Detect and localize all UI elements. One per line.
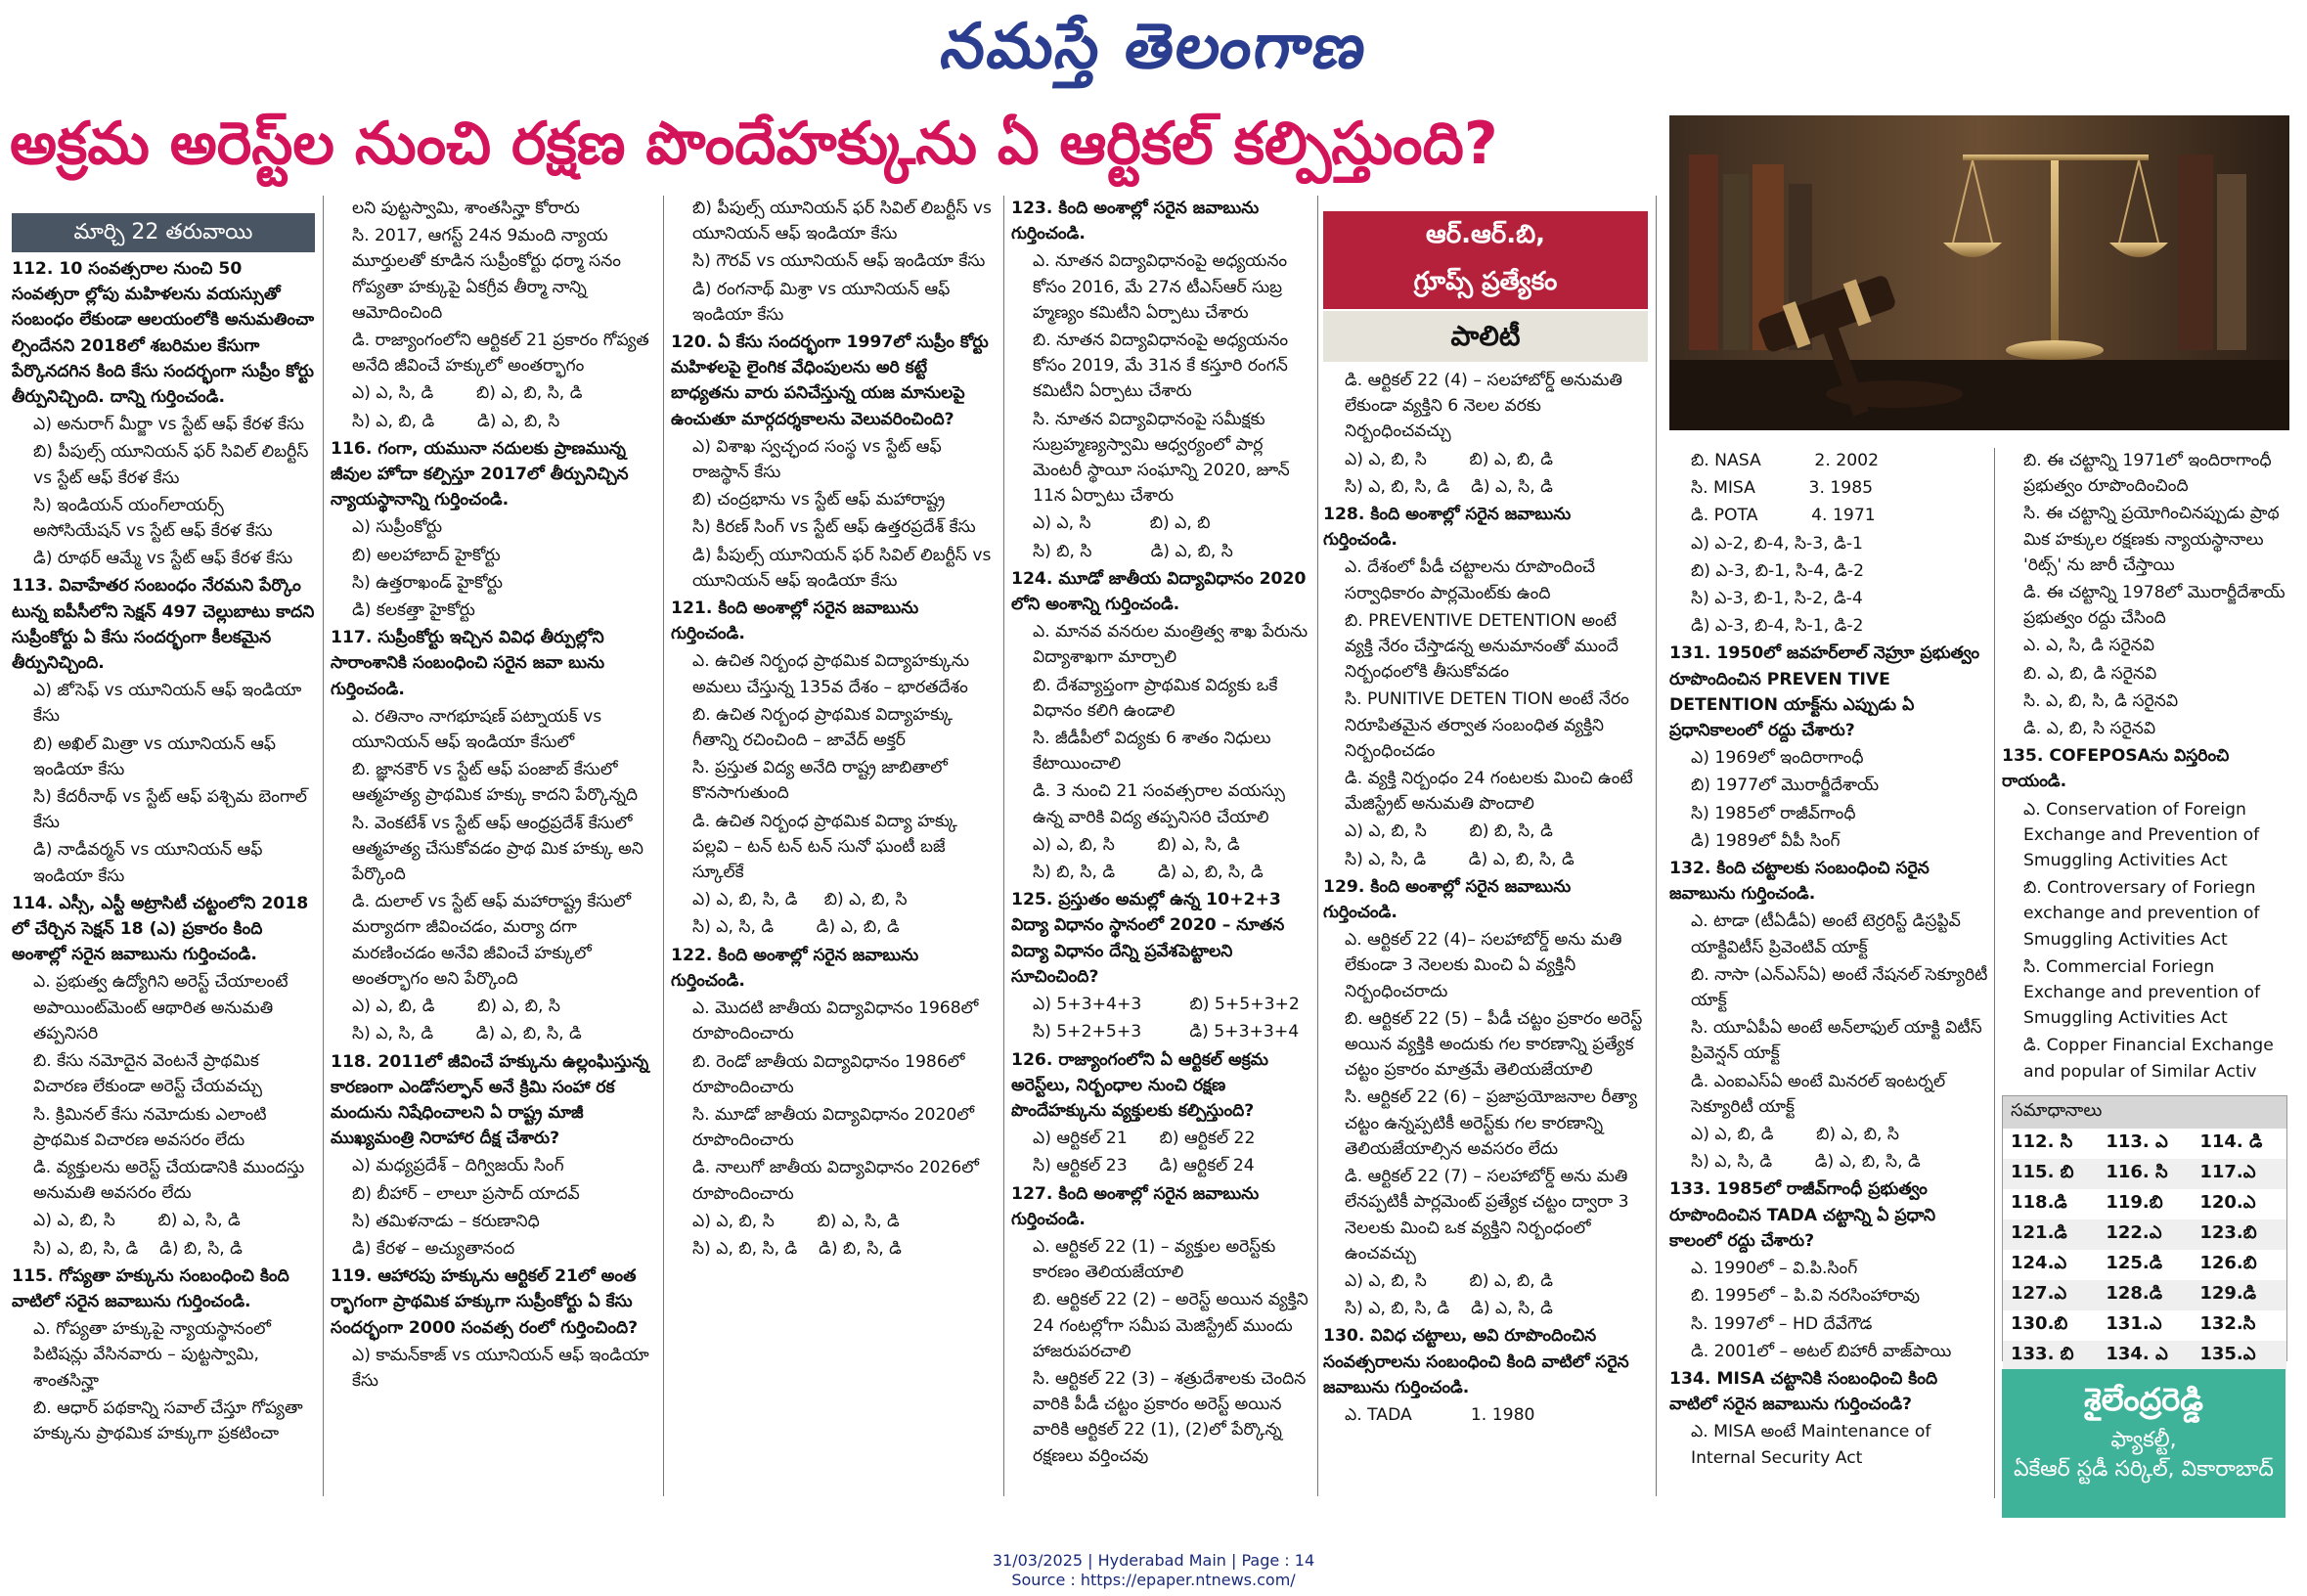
statement-text: బి. నాసా (ఎన్ఎస్ఏ) అంటే నేషనల్ సెక్యూరిటీ యాక్ట్ xyxy=(1691,964,1988,1011)
answer-cell: 130.బి xyxy=(2011,1313,2068,1334)
answer-key-box xyxy=(2002,1095,2287,1364)
answer-row xyxy=(2003,1280,2286,1310)
answer-cell: 135.ఎ xyxy=(2192,1341,2286,1371)
statement-text: డి) కేరళ – అచ్యుతానంద xyxy=(352,1238,515,1259)
column-divider xyxy=(1317,196,1318,1496)
statement-text: సి. ఎ, బి, సి, డి సరైనవి xyxy=(2023,690,2179,711)
option-row: ఎ) ఎ, బి, సి బి) ఎ, సి, డి xyxy=(692,1211,900,1231)
statement-text: డి) కలకత్తా హైకోర్టు xyxy=(352,600,475,621)
answer-row xyxy=(2003,1341,2286,1371)
section-banner: మార్చి 22 తరువాయి xyxy=(12,213,315,252)
statement-text: సి. వెంకటేశ్ vs స్టేట్ ఆఫ్ ఆంధ్రప్రదేశ్ కేసులో ఆత్మహత్య చేసుకోవడం ప్రాథ మిక హక్కు అని పేర్కొంది xyxy=(352,813,643,885)
footer-date-edition: 31/03/2025 | Hyderabad Main | Page : 14 xyxy=(992,1551,1315,1570)
statement-text: బి. ఆర్టికల్ 22 (2) – అరెస్ట్ అయిన వ్యక్తిని 24 గంటల్లోగా సమీప మెజిస్ట్రేట్ ముందు హాజరుపరచాలి xyxy=(1033,1290,1309,1361)
option-row: ఎ) ఆర్టికల్ 21 బి) ఆర్టికల్ 22 xyxy=(1033,1129,1256,1149)
option-row: ఎ) ఎ, బి, సి బి) బి, సి, డి xyxy=(1345,821,1553,842)
answer-cell: 131.ఎ xyxy=(2106,1313,2162,1334)
option-row: సి) ఎ-3, బి-1, సి-2, డి-4 xyxy=(1691,589,1863,609)
statement-text: ఎ. నూతన విద్యావిధానంపై అధ్యయనం కోసం 2016, మే 27న టీఎస్ఆర్ సుబ్ర హ్మణ్యం కమిటీని ఏర్పాటు చేశారు xyxy=(1033,251,1288,323)
question-text: 131. 1950లో జవహర్‌లాల్ నెహ్రూ ప్రభుత్వం రూపొందించిన PREVEN TIVE DETENTION యాక్ట్‌ను ఎప్పుడు ఏ ప్రధానికాలంలో రద్దు చేశారు? xyxy=(1669,643,1980,741)
question-text: 133. 1985లో రాజీవ్‌గాంధీ ప్రభుత్వం రూపొందించిన TADA చట్టాన్ని ఏ ప్రధాని కాలంలో రద్దు చేశారు? xyxy=(1669,1179,1936,1251)
statement-text: సి. 1997లో – HD దేవేగౌడ xyxy=(1691,1313,1873,1334)
question-text: 113. వివాహేతర సంబంధం నేరమని పేర్కొం టున్న ఐపీసీలోని సెక్షన్ 497 చెల్లుబాటు కాదని సుప్రీంకోర్టు ఏ కేసు సందర్భంగా కీలకమైన తీర్పునిచ్చింది. xyxy=(12,576,315,674)
statement-text: బి. ఉచిత నిర్బంధ ప్రాథమిక విద్యాహక్కు గీతాన్ని రచించింది – జావేద్ అక్తర్ xyxy=(692,704,954,751)
text-column-2 xyxy=(331,196,655,1498)
rrb-line-2: గ్రూప్స్ ప్రత్యేకం xyxy=(1413,267,1558,296)
option-row: సి) బి, సి, డి డి) ఎ, బి, సి, డి xyxy=(1033,863,1264,883)
question-text: 130. వివిధ చట్టాలు, అవి రూపొందించిన సంవత్సరాలను సంబంధించి కింది వాటిలో సరైన జవాబును గుర్తించండి. xyxy=(1323,1326,1629,1397)
question-text: 134. MISA చట్టానికి సంబంధించి కింది వాటిలో సరైన జవాబును గుర్తించండి? xyxy=(1669,1368,1938,1415)
option-row: సి. MISA 3. 1985 xyxy=(1691,478,1874,499)
column-divider xyxy=(1994,448,1995,1498)
statement-text: బి. Controversary of Foriegn exchange and prevention of Smuggling Activities Act xyxy=(2023,878,2260,950)
statement-text: బి. 1995లో – పి.వి నరసింహారావు xyxy=(1691,1286,1921,1307)
answer-cell: 117.ఎ xyxy=(2192,1159,2286,1189)
statement-text: డి) రూథర్ ఆమ్మే vs స్టేట్ ఆఫ్ కేరళ కేసు xyxy=(33,549,293,569)
statement-text: డి. 2001లో – అటల్ బిహారీ వాజ్‌పాయి xyxy=(1691,1341,1952,1361)
column-divider xyxy=(663,196,664,1496)
statement-text: ఎ. మొదటి జాతీయ విద్యావిధానం 1968లో రూపొందించారు xyxy=(692,998,979,1044)
statement-text: సి. యూఏపీఏ అంటే అన్‌లాఫుల్ యాక్టి విటీస్ ప్రివెన్షన్ యాక్ట్ xyxy=(1691,1018,1982,1064)
option-row: ఎ) ఎ, బి, సి బి) ఎ, బి, డి xyxy=(1345,1270,1553,1291)
statement-text: ఎ) విశాఖ స్వచ్ఛంద సంస్థ vs స్టేట్ ఆఫ్ రాజస్థాన్ కేసు xyxy=(692,436,942,483)
option-row: ఎ) ఎ, సి, డి బి) ఎ, బి, సి, డి xyxy=(352,383,583,404)
answer-cell: 127.ఎ xyxy=(2003,1280,2098,1310)
statement-text: సి) ఉత్తరాఖండ్ హైకోర్టు xyxy=(352,572,503,593)
option-row: ఎ) ఎ, బి, డి బి) ఎ, బి, సి xyxy=(1691,1125,1899,1145)
option-row: సి) బి, సి డి) ఎ, బి, సి xyxy=(1033,541,1233,561)
answer-cell: 114. డి xyxy=(2199,1131,2263,1152)
statement-text: ఎ. మానవ వనరుల మంత్రిత్వ శాఖ పేరును విద్యాశాఖగా మార్చాలి xyxy=(1033,622,1309,668)
statement-text: బి) పీపుల్స్ యూనియన్ ఫర్ సివిల్ లిబర్టీస్ vs యూనియన్ ఆఫ్ ఇండియా కేసు xyxy=(692,199,992,244)
option-row: సి) ఎ, సి, డి డి) ఎ, బి, సి, డి xyxy=(1345,849,1575,869)
question-text: 127. కింది అంశాల్లో సరైన జవాబును గుర్తించండి. xyxy=(1011,1183,1260,1229)
question-text: 126. రాజ్యాంగంలోని ఏ ఆర్టికల్ అక్రమ అరెస్ట్‌లు, నిర్బంధాల నుంచి రక్షణ పొందేహక్కును వ్యక్తులకు కల్పిస్తుంది? xyxy=(1011,1049,1268,1121)
answer-cell: 112. సి xyxy=(2011,1131,2073,1152)
text-column-4 xyxy=(1011,196,1314,1498)
option-row: డి. POTA 4. 1971 xyxy=(1691,506,1876,526)
statement-text: ఎ. గోప్యతా హక్కుపై న్యాయస్థానంలో పిటిషన్లు వేసినవారు – పుట్టస్వామి, శాంతసిన్హా xyxy=(33,1319,271,1391)
statement-text: ఎ. MISA అంటే Maintenance of Internal Security Act xyxy=(1691,1422,1931,1468)
question-text: 112. 10 సంవత్సరాల నుంచి 50 సంవత్సరా ల్లోపు మహిళలను వయస్సుతో సంబంధం లేకుండా ఆలయంలోకి అనుమతించా ల్సిందేనని 2018లో శబరిమల కేసుగా పేర్కొనదగిన కింది కేసు సందర్భంగా సుప్రీం కోర్టు తీర్పునిచ్చింది. దాన్ని గుర్తించండి. xyxy=(12,259,315,408)
statement-text: ఎ. ప్రభుత్వ ఉద్యోగిని అరెస్ట్ చేయాలంటే అపాయింట్‌మెంట్ ఆథారిత అనుమతి తప్పనిసరి xyxy=(33,972,288,1043)
statement-text: డి. వ్యక్తులను అరెస్ట్ చేయడానికి ముందస్తు అనుమతి అవసరం లేదు xyxy=(33,1157,305,1204)
statement-text: సి) తమిళనాడు – కరుణానిధి xyxy=(352,1211,540,1231)
statement-text: సి) 1985లో రాజీవ్‌గాంధీ xyxy=(1691,803,1856,823)
text-column-5 xyxy=(1323,368,1648,1498)
answer-cell: 113. ఎ xyxy=(2106,1131,2168,1152)
question-text: 125. ప్రస్తుతం అమల్లో ఉన్న 10+2+3 విద్యా విధానం స్థానంలో 2020 – నూతన విద్యా విధానం దేన్ని ప్రవేశపెట్టాలని సూచించింది? xyxy=(1011,890,1285,987)
statement-text: డి. ఆర్టికల్ 22 (7) – సలహాబోర్డ్ అను మతి లేనప్పటికీ పార్లమెంట్ ప్రత్యేక చట్టం ద్వారా 3 నెలలకు మించి ఒక వ్యక్తిని నిర్బంధంలో ఉంచవచ్చు xyxy=(1345,1167,1629,1264)
statement-text: బి. PREVENTIVE DETENTION అంటే వ్యక్తి నేరం చేస్తాడన్న అనుమానంతో ముందే నిర్బంధంలోకి తీసుకోవడం xyxy=(1345,610,1619,683)
option-row: సి) ఆర్టికల్ 23 డి) ఆర్టికల్ 24 xyxy=(1033,1156,1255,1176)
answer-row xyxy=(2003,1219,2286,1250)
statement-text: సి) కిరణ్ సింగ్ vs స్టేట్ ఆఫ్ ఉత్తరప్రదేశ్ కేసు xyxy=(692,517,976,538)
statement-text: ఎ) సుప్రీంకోర్టు xyxy=(352,517,443,538)
author-org: ఏకేఆర్ స్టడీ సర్కిల్, వికారాబాద్ xyxy=(2014,1457,2274,1482)
statement-text: సి) గౌరవ్ vs యూనియన్ ఆఫ్ ఇండియా కేసు xyxy=(692,251,986,272)
statement-text: బి. ఆధార్ పథకాన్ని సవాల్ చేస్తూ గోప్యతా హక్కును ప్రాథమిక హక్కుగా ప్రకటించా xyxy=(33,1397,303,1443)
answer-key-header: సమాధానాలు xyxy=(2003,1096,2286,1129)
option-row: ఎ) ఎ, బి, సి, డి బి) ఎ, బి, సి xyxy=(692,890,908,910)
statement-text: డి. ఉచిత నిర్బంధ ప్రాథమిక విద్యా హక్కు పల్లవి – టన్ టన్ టన్ సునో ఘంటీ బజే స్కూల్‌కే xyxy=(692,811,957,883)
statement-text: డి. వ్యక్తి నిర్బంధం 24 గంటలకు మించి ఉంటే మేజిస్ట్రేట్ అనుమతి పొందాలి xyxy=(1345,769,1633,815)
text-column-3 xyxy=(671,196,996,1498)
rrb-groups-banner xyxy=(1323,211,1648,309)
question-text: 128. కింది అంశాల్లో సరైన జవాబును గుర్తించండి. xyxy=(1323,505,1572,551)
option-row: ఎ) ఎ, బి, డి బి) ఎ, బి, సి xyxy=(352,997,560,1017)
statement-text: బి. దేశవ్యాప్తంగా ప్రాథమిక విద్యకు ఒకే విధానం కలిగి ఉండాలి xyxy=(1033,675,1278,721)
question-text: 114. ఎస్సీ, ఎస్టీ అట్రాసిటీ చట్టంలోని 2018 లో చేర్చిన సెక్షన్ 18 (ఎ) ప్రకారం కింది అంశాల్లో సరైన జవాబును గుర్తించండి. xyxy=(12,893,309,965)
question-text: 122. కింది అంశాల్లో సరైన జవాబును గుర్తించండి. xyxy=(671,945,919,991)
statement-text: ఎ. ఉచిత నిర్బంధ ప్రాథమిక విద్యాహక్కును అమలు చేస్తున్న 135వ దేశం – భారతదేశం xyxy=(692,651,970,697)
answer-row xyxy=(2003,1189,2286,1219)
statement-text: డి. 3 నుంచి 21 సంవత్సరాల వయస్సు ఉన్న వారికి విద్య తప్పనిసరి చేయాలి xyxy=(1033,781,1286,827)
answer-row xyxy=(2003,1159,2286,1189)
column-divider xyxy=(1656,196,1657,1496)
statement-text: ఎ) అనురాగ్ మీర్జా vs స్టేట్ ఆఫ్ కేరళ కేసు xyxy=(33,415,304,435)
statement-text: బి) బీహార్ – లాలూ ప్రసాద్ యాదవ్ xyxy=(352,1183,580,1204)
option-row: ఎ. TADA 1. 1980 xyxy=(1345,1404,1535,1425)
answer-cell: 132.సి xyxy=(2199,1313,2256,1334)
answer-cell: 129.డి xyxy=(2192,1280,2286,1310)
statement-text: ఎ. Conservation of Foreign Exchange and Prevention of Smuggling Activities Act xyxy=(2023,799,2260,871)
answer-row xyxy=(2003,1310,2286,1341)
scales-of-justice-photo xyxy=(1669,115,2289,430)
footer-source-link[interactable]: Source : https://epaper.ntnews.com/ xyxy=(1011,1571,1296,1589)
question-text: 118. 2011లో జీవించే హక్కును ఉల్లంఘిస్తున్న కారణంగా ఎండోసల్ఫాన్ అనే క్రిమి సంహా రక మందును నిషేధించాలని ఏ రాష్ట్ర మాజీ ముఖ్యమంత్రి నిరాహార దీక్ష చేశారు? xyxy=(331,1051,649,1149)
column-divider xyxy=(1003,196,1004,1496)
statement-text: డి. ఈ చట్టాన్ని 1978లో మొరార్జీదేశాయ్ ప్రభుత్వం రద్దు చేసింది xyxy=(2023,583,2285,629)
statement-text: ఎ. ఆర్టికల్ 22 (1) – వ్యక్తుల అరెస్ట్‌కు కారణం తెలియజేయాలి xyxy=(1033,1236,1276,1283)
option-row: ఎ) ఎ, బి, సి బి) ఎ, సి, డి xyxy=(1033,834,1240,855)
author-name: శైలేంద్రరెడ్డి xyxy=(2084,1381,2203,1418)
question-text: 135. COFEPOSAను విస్తరించి రాయండి. xyxy=(2002,746,2230,792)
answer-cell: 128.డి xyxy=(2098,1280,2192,1310)
answer-cell: 119.బి xyxy=(2106,1192,2163,1213)
statement-text: సి. జీడీపీలో విద్యకు 6 శాతం నిధులు కేటాయించాలి xyxy=(1033,729,1271,775)
statement-text: ఎ. ఎ, సి, డి సరైనవి xyxy=(2023,636,2155,656)
option-row: సి) ఎ, బి, సి, డి డి) బి, సి, డి xyxy=(33,1238,243,1259)
statement-text: డి) నాడీవర్మన్ vs యూనియన్ ఆఫ్ ఇండియా కేసు xyxy=(33,840,263,886)
statement-text: బి. నూతన విద్యావిధానంపై అధ్యయనం కోసం 2019, మే 31న కే కస్తూరి రంగన్ కమిటీని ఏర్పాటు చేశారు xyxy=(1033,331,1289,402)
answer-cell: 126.బి xyxy=(2199,1253,2257,1273)
statement-text: ఎ. దేశంలో పీడీ చట్టాలను రూపొందించే సర్వాధికారం పార్లమెంట్‌కు ఉంది xyxy=(1345,557,1596,603)
statement-text: బి. జ్ఞానకౌర్ vs స్టేట్ ఆఫ్ పంజాబ్ కేసులో ఆత్మహత్య ప్రాథమిక హక్కు కాదని పేర్కొన్నది xyxy=(352,760,639,806)
question-text: 124. మూడో జాతీయ విద్యావిధానం 2020 లోని అంశాన్ని గుర్తించండి. xyxy=(1011,568,1307,615)
statement-text: ఎ) కామన్‌కాజ్ vs యూనియన్ ఆఫ్ ఇండియా కేసు xyxy=(352,1345,649,1391)
column-divider xyxy=(323,196,324,1496)
answer-key-table xyxy=(2003,1129,2286,1371)
statement-text: సి. క్రిమినల్ కేసు నమోదుకు ఎలాంటి ప్రాథమిక విచారణ అవసరం లేదు xyxy=(33,1104,267,1150)
statement-text: సి. PUNITIVE DETEN TION అంటే నేరం నిరూపితమైన తర్వాత సంబంధిత వ్యక్తిని నిర్బంధించడం xyxy=(1345,689,1629,761)
option-row: ఎ) 5+3+4+3 బి) 5+5+3+2 xyxy=(1033,995,1300,1015)
statement-text: బి. ఆర్టికల్ 22 (5) – పీడీ చట్టం ప్రకారం అరెస్ట్ అయిన వ్యక్తికి అందుకు గల కారణాన్ని ప్రత్యేక చట్టం ప్రకారం మాత్రమే తెలియజేయాలి xyxy=(1345,1008,1643,1081)
answer-cell: 125.డి xyxy=(2106,1253,2163,1273)
statement-text: డి. Copper Financial Exchange and popular of Similar Activ xyxy=(2023,1036,2274,1082)
statement-text: ఎ) మధ్యప్రదేశ్ – దిగ్విజయ్ సింగ్ xyxy=(352,1156,564,1176)
option-row: సి) ఎ, బి, సి, డి డి) ఎ, సి, డి xyxy=(1345,1299,1553,1319)
statement-text: బి) అలహాబాద్ హైకోర్టు xyxy=(352,545,501,565)
statement-text: సి. ఈ చట్టాన్ని ప్రయోగించినప్పుడు ప్రాథ మిక హక్కుల రక్షణకు న్యాయస్థానాలు 'రిట్స్' ను జారీ చేస్తాయి xyxy=(2023,504,2280,575)
answer-row xyxy=(2003,1129,2286,1159)
statement-text: బి. ఎ, బి, డి సరైనవి xyxy=(2023,663,2157,684)
author-role: ఫ్యాకల్టీ, xyxy=(2110,1428,2177,1452)
answer-cell: 116. సి xyxy=(2098,1159,2192,1189)
statement-text: డి. ఎ, బి, సి సరైనవి xyxy=(2023,719,2156,739)
text-column-7 xyxy=(2002,448,2285,1086)
question-text: 117. సుప్రీంకోర్టు ఇచ్చిన వివిధ తీర్పుల్లోని సారాంశానికి సంబంధించి సరైన జవా బును గుర్తించండి. xyxy=(331,628,605,699)
statement-text: డి) పీపుల్స్ యూనియన్ ఫర్ సివిల్ లిబర్టీస్ vs యూనియన్ ఆఫ్ ఇండియా కేసు xyxy=(692,545,992,591)
statement-text: ఎ. టాడా (టీఏడీఏ) అంటే టెర్రరిస్ట్ డిస్రప్టివ్ యాక్టివిటీస్ ప్రివెంటివ్ యాక్ట్ xyxy=(1691,911,1961,957)
statement-text: సి. ఆర్టికల్ 22 (6) – ప్రజాప్రయోజనాల రీత్యా చట్టం ఉన్నప్పటికీ అరెస్ట్‌కు గల కారణాన్ని తెలియజేయాల్సిన అవసరం లేదు xyxy=(1345,1087,1638,1159)
question-text: 129. కింది అంశాల్లో సరైన జవాబును గుర్తించండి. xyxy=(1323,876,1572,923)
newspaper-logo: నమస్తే తెలంగాణ xyxy=(936,10,1373,83)
statement-text: ఎ) 1969లో ఇందిరాగాంధీ xyxy=(1691,748,1864,769)
statement-text: బి) అఖిల్ మిత్రా vs యూనియన్ ఆఫ్ ఇండియా కేసు xyxy=(33,733,277,779)
statement-text: సి) కేదరీనాథ్ vs స్టేట్ ఆఫ్ పశ్చిమ బెంగాల్ కేసు xyxy=(33,787,307,833)
statement-text: సి. మూడో జాతీయ విద్యావిధానం 2020లో రూపొందించారు xyxy=(692,1104,975,1151)
answer-cell: 123.బి xyxy=(2192,1219,2286,1250)
question-text: 123. కింది అంశాల్లో సరైన జవాబును గుర్తించండి. xyxy=(1011,199,1260,244)
masthead xyxy=(0,10,2307,98)
statement-text: సి) ఇండియన్ యంగ్‌లాయర్స్ అసోసియేషన్ vs స్టేట్ ఆఫ్ కేరళ కేసు xyxy=(33,495,273,542)
polity-banner: పాలిటీ xyxy=(1323,311,1648,362)
answer-row xyxy=(2003,1250,2286,1280)
statement-text: ఎ) జోసెఫ్ vs యూనియన్ ఆఫ్ ఇండియా కేసు xyxy=(33,681,302,727)
question-text: 132. కింది చట్టాలకు సంబంధించి సరైన జవాబును గుర్తించండి. xyxy=(1669,859,1930,905)
statement-text: డి. నాలుగో జాతీయ విద్యావిధానం 2026లో రూపొందించారు xyxy=(692,1158,979,1204)
statement-text: సి. ప్రస్తుత విద్య అనేది రాష్ట్ర జాబితాలో కొనసాగుతుంది xyxy=(692,758,948,804)
option-row: సి) ఎ, బి, డి డి) ఎ, బి, సి xyxy=(352,411,560,431)
option-row: సి) ఎ, సి, డి డి) ఎ, బి, డి xyxy=(692,917,900,938)
statement-text: సి. ఆర్టికల్ 22 (3) – శత్రుదేశాలకు చెందిన వారికి పీడీ చట్టం ప్రకారం అరెస్ట్ అయిన వారికి ఆర్టికల్ 22 (1), (2)లో పేర్కొన్న రక్షణలు వర్తించవు xyxy=(1033,1368,1307,1466)
statement-text: డి. ఆర్టికల్ 22 (4) – సలహాబోర్డ్ అనుమతి లేకుండా వ్యక్తిని 6 నెలల వరకు నిర్బంధించవచ్చు xyxy=(1345,371,1622,442)
text-column-1 xyxy=(12,256,315,1498)
option-row: బి. NASA 2. 2002 xyxy=(1691,451,1880,470)
statement-text: ఎ. 1990లో – వి.పి.సింగ్ xyxy=(1691,1259,1858,1279)
question-text: 119. ఆహారపు హక్కును ఆర్టికల్ 21లో అంత ర్భాగంగా ప్రాథమిక హక్కుగా సుప్రీంకోర్టు ఏ కేసు సందర్భంగా 2000 సంవత్స రంలో గుర్తించింది? xyxy=(331,1266,639,1338)
author-box xyxy=(2002,1369,2285,1518)
option-row: ఎ) ఎ, బి, సి బి) ఎ, సి, డి xyxy=(33,1211,241,1231)
answer-cell: 118.డి xyxy=(2011,1192,2067,1213)
option-row: ఎ) ఎ, బి, సి బి) ఎ, బి, డి xyxy=(1345,449,1553,469)
rrb-line-1: ఆర్.ఆర్.బి, xyxy=(1425,220,1545,249)
text-column-6 xyxy=(1669,448,1988,1498)
statement-text: సి. నూతన విద్యావిధానంపై సమీక్షకు సుబ్రహ్మణ్యస్వామి ఆధ్వర్యంలో పార్ల మెంటరీ స్థాయీ సంఘాన్ని 2020, జూన్ 11న ఏర్పాటు చేశారు xyxy=(1033,409,1290,507)
statement-text: సి. Commercial Foriegn Exchange and prevention of Smuggling Activities Act xyxy=(2023,956,2261,1029)
headline: అక్రమ అరెస్ట్‌ల నుంచి రక్షణ పొందేహక్కును ఏ ఆర్టికల్ కల్పిస్తుంది? xyxy=(10,110,1498,178)
option-row: సి) ఎ, సి, డి డి) ఎ, బి, సి, డి xyxy=(352,1024,582,1044)
question-text: 115. గోప్యతా హక్కును సంబంధించి కింది వాటిలో సరైన జవాబును గుర్తించండి. xyxy=(12,1265,289,1311)
question-text: 121. కింది అంశాల్లో సరైన జవాబును గుర్తించండి. xyxy=(671,598,919,644)
option-row: సి) ఎ, సి, డి డి) ఎ, బి, సి, డి xyxy=(1691,1152,1921,1173)
page-footer xyxy=(0,1551,2307,1590)
statement-text: ఎ. ఆర్టికల్ 22 (4)– సలహాబోర్డ్ అను మతి లేకుండా 3 నెలలకు మించి ఏ వ్యక్తినీ నిర్బంధించరాదు xyxy=(1345,930,1622,1001)
statement-text: డి) రంగనాథ్ మిశ్రా vs యూనియన్ ఆఫ్ ఇండియా కేసు xyxy=(692,279,951,325)
statement-text: బి. ఈ చట్టాన్ని 1971లో ఇందిరాగాంధీ ప్రభుత్వం రూపొందించింది xyxy=(2023,451,2272,497)
option-row: ఎ) ఎ-2, బి-4, సి-3, డి-1 xyxy=(1691,533,1863,554)
option-row: సి) ఎ, బి, సి, డి డి) ఎ, సి, డి xyxy=(1345,476,1553,497)
option-row: సి) 5+2+5+3 డి) 5+3+3+4 xyxy=(1033,1022,1300,1042)
option-row: ఎ) ఎ, సి బి) ఎ, బి xyxy=(1033,513,1211,534)
statement-text: బి. రెండో జాతీయ విద్యావిధానం 1986లో రూపొందించారు xyxy=(692,1051,965,1097)
answer-cell: 122.ఎ xyxy=(2098,1219,2192,1250)
answer-cell: 115. బి xyxy=(2003,1159,2098,1189)
statement-text: బి. కేసు నమోదైన వెంటనే ప్రాథమిక విచారణ లేకుండా అరెస్ట్ చేయవచ్చు xyxy=(33,1051,262,1097)
option-row: సి) ఎ, బి, సి, డి డి) బి, సి, డి xyxy=(692,1238,902,1259)
statement-text: ఎ. రతినాం నాగభూషణ్ పట్నాయక్ vs యూనియన్ ఆఫ్ ఇండియా కేసులో xyxy=(352,706,602,753)
answer-cell: 124.ఎ xyxy=(2011,1253,2067,1273)
answer-cell: 120.ఎ xyxy=(2199,1192,2256,1213)
question-text: 116. గంగా, యమునా నదులకు ప్రాణమున్న జీవుల హోదా కల్పిస్తూ 2017లో తీర్పునిచ్చిన న్యాయస్థానాన్ని గుర్తించండి. xyxy=(331,438,629,510)
answer-cell: 133. బి xyxy=(2003,1341,2098,1371)
statement-text: బి) పీపుల్స్ యూనియన్ ఫర్ సివిల్ లిబర్టీస్ vs స్టేట్ ఆఫ్ కేరళ కేసు xyxy=(33,442,309,488)
question-text: 120. ఏ కేసు సందర్భంగా 1997లో సుప్రీం కోర్టు మహిళలపై లైంగిక వేధింపులను అరి కట్టే బాధ్యతను వారు పనిచేస్తున్న యజ మానులపై ఉంచుతూ మార్గదర్శకాలను వెలువరించింది? xyxy=(671,332,989,429)
statement-text: డి) 1989లో వీపీ సింగ్ xyxy=(1691,830,1841,851)
statement-text: బి) 1977లో మొరార్జీదేశాయ్ xyxy=(1691,776,1880,796)
statement-text: డి. రాజ్యాంగంలోని ఆర్టికల్ 21 ప్రకారం గోప్యత అనేది జీవించే హక్కులో అంతర్భాగం xyxy=(352,331,649,377)
statement-text: లని పుట్టస్వామి, శాంతసిన్హా కోరారు xyxy=(352,199,580,218)
statement-text: డి. ఎంఐఎస్ఏ అంటే మినరల్ ఇంటర్నల్ సెక్యూరిటీ యాక్ట్ xyxy=(1691,1071,1946,1117)
answer-cell: 134. ఎ xyxy=(2098,1341,2192,1371)
statement-text: బి) చంద్రభాను vs స్టేట్ ఆఫ్ మహారాష్ట్ర xyxy=(692,490,946,510)
statement-text: డి. దులాల్ vs స్టేట్ ఆఫ్ మహారాష్ట్ర కేసులో మర్యాదగా జీవించడం, మర్యా దగా మరణించడం అనేవి జీవించే హక్కులో అంతర్భాగం అని పేర్కొంది xyxy=(352,892,632,989)
option-row: డి) ఎ-3, బి-4, సి-1, డి-2 xyxy=(1691,616,1864,637)
answer-cell: 121.డి xyxy=(2003,1219,2098,1250)
option-row: బి) ఎ-3, బి-1, సి-4, డి-2 xyxy=(1691,560,1865,581)
statement-text: సి. 2017, ఆగస్ట్ 24న 9మంది న్యాయ మూర్తులతో కూడిన సుప్రీంకోర్టు ధర్మా సనం గోప్యతా హక్కుపై ఏకగ్రీవ తీర్మా నాన్ని ఆమోదించింది xyxy=(352,226,621,323)
